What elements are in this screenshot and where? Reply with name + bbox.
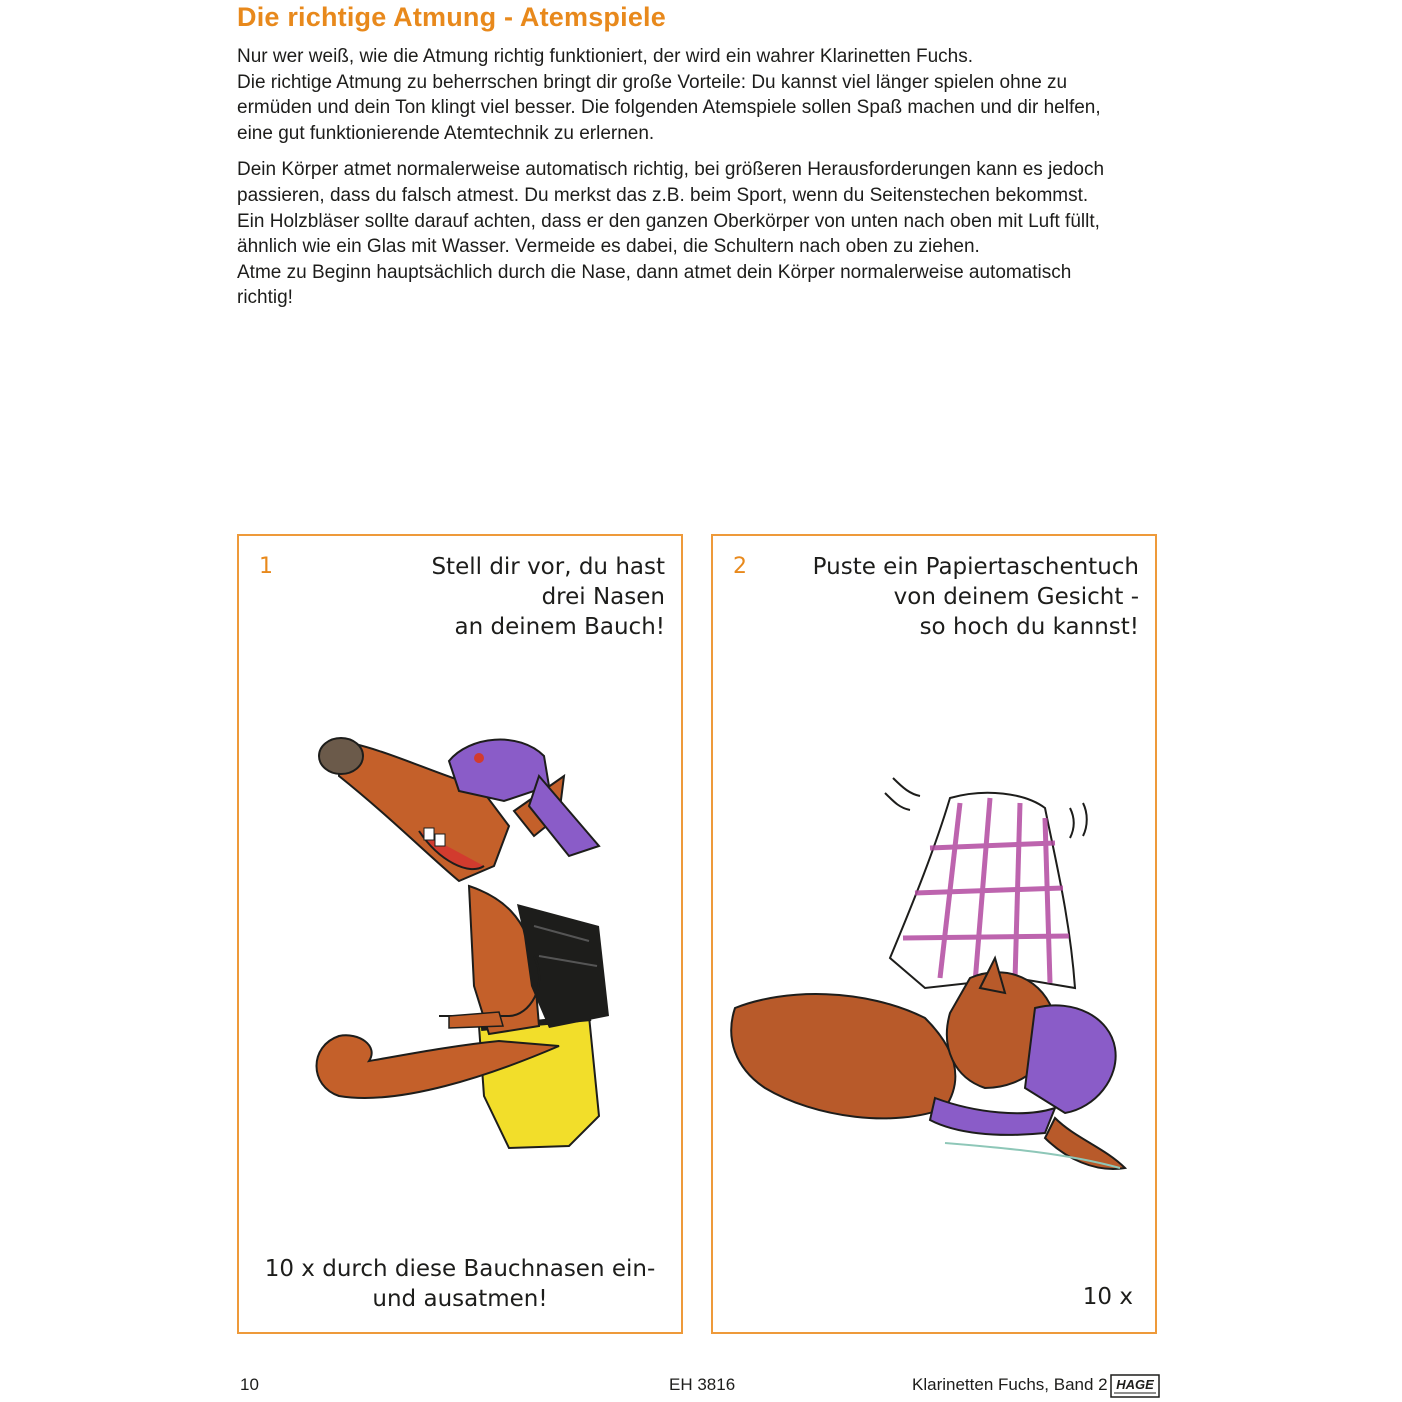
- intro-line: Nur wer weiß, wie die Atmung richtig funktioniert, der wird ein wahrer Klarinetten Fuchs.: [237, 46, 974, 67]
- card-number: 2: [733, 554, 747, 579]
- intro-line: passieren, dass du falsch atmest. Du merkst das z.B. beim Sport, wenn du Seitenstechen bekommst.: [237, 184, 1089, 206]
- page-title: Die richtige Atmung - Atemspiele: [237, 2, 666, 32]
- publisher-logo: [1110, 1374, 1160, 1398]
- card-footer-line: 10 x durch diese Bauchnasen ein-: [264, 1256, 656, 1282]
- card-instruction-line: so hoch du kannst!: [919, 614, 1139, 640]
- card-footer-text: [1083, 1282, 1133, 1312]
- exercise-card-1: [237, 534, 683, 1334]
- card-footer-line: und ausatmen!: [372, 1286, 548, 1312]
- edition-code: EH 3816: [669, 1375, 736, 1394]
- intro-line: ermüden und dein Ton klingt viel besser. Die folgenden Atemspiele sollen Spaß machen und dir helfen,: [237, 97, 1101, 119]
- intro-line: Ein Holzbläser sollte darauf achten, dass er den ganzen Oberkörper von unten nach oben mit Luft füllt,: [237, 210, 1100, 232]
- intro-line: ähnlich wie ein Glas mit Wasser. Vermeide es dabei, die Schultern nach oben zu ziehen.: [237, 236, 980, 258]
- card-instruction: [431, 552, 665, 642]
- intro-paragraph-2: [237, 157, 1172, 311]
- intro-line: eine gut funktionierende Atemtechnik zu erlernen.: [237, 122, 655, 144]
- intro-line: richtig!: [237, 287, 293, 309]
- card-number: 1: [259, 554, 273, 579]
- page-number: 10: [240, 1375, 259, 1394]
- exercise-card-2: [711, 534, 1157, 1334]
- intro-line: Dein Körper atmet normalerweise automatisch richtig, bei größeren Herausforderungen kann es jedoch: [237, 159, 1105, 181]
- card-instruction-line: von deinem Gesicht -: [893, 584, 1139, 610]
- card-instruction: [813, 552, 1139, 642]
- card-footer-line: 10 x: [1082, 1284, 1133, 1310]
- intro-line: Die richtige Atmung zu beherrschen bringt dir große Vorteile: Du kannst viel länger spielen ohne zu: [237, 71, 1068, 93]
- card-instruction-line: Stell dir vor, du hast: [431, 554, 665, 580]
- book-title: Klarinetten Fuchs, Band 2: [912, 1375, 1108, 1394]
- intro-paragraph-1: [237, 44, 1172, 146]
- intro-text: [237, 44, 1172, 322]
- intro-line: Atme zu Beginn hauptsächlich durch die Nase, dann atmet dein Körper normalerweise automatisch: [237, 261, 1072, 283]
- card-instruction-line: drei Nasen: [541, 584, 665, 610]
- card-footer-text: [239, 1254, 681, 1314]
- fox-blowing-handkerchief-illustration: [725, 748, 1145, 1178]
- card-instruction-line: Puste ein Papiertaschentuch: [812, 554, 1139, 580]
- svg-text:HAGE: HAGE: [1116, 1377, 1154, 1392]
- fox-pointing-illustration: [299, 716, 639, 1176]
- card-instruction-line: an deinem Bauch!: [454, 614, 665, 640]
